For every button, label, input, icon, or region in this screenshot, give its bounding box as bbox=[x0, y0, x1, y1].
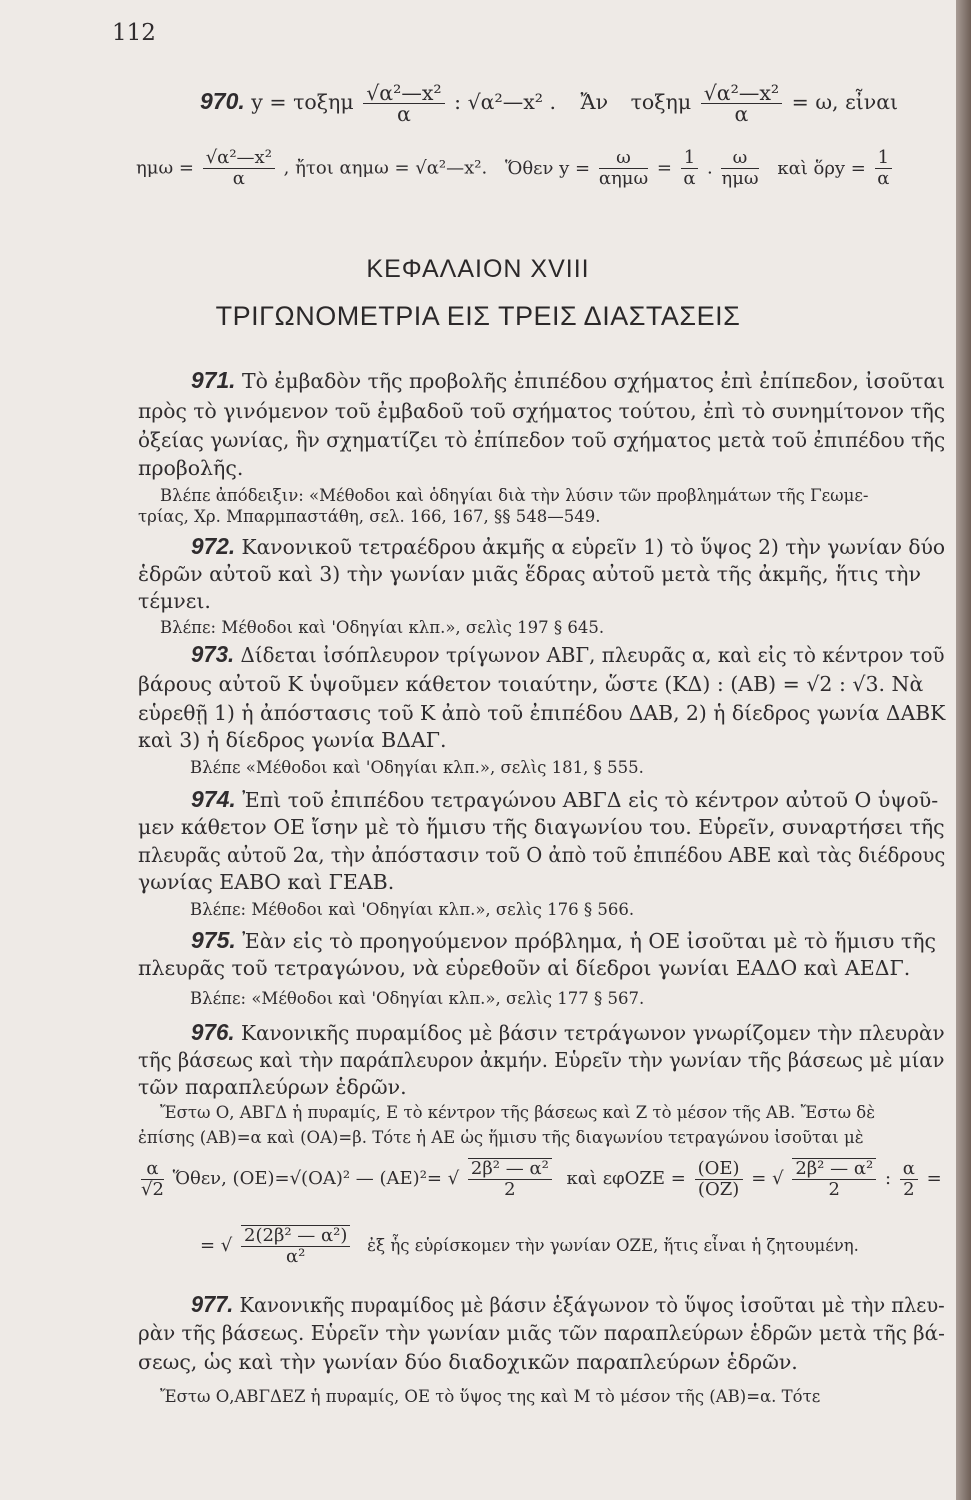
page-number: 112 bbox=[112, 20, 156, 46]
problem-974-line: πλευρᾶς αὐτοῦ 2α, τὴν ἀπόστασιν τοῦ Ο ἀπὸ τοῦ ἐπιπέδου ΑΒΕ καὶ τὰς διέδρους bbox=[138, 843, 946, 867]
problem-977-line: σεως, ὡς καὶ τὴν γωνίαν δύο διαδοχικῶν παραπλεύρων ἑδρῶν. bbox=[138, 1350, 798, 1374]
fraction: $\frac{\text{2β² — α²}}{2}$ bbox=[468, 1158, 552, 1200]
problem-number-974: 974. bbox=[191, 786, 236, 812]
solution-976-line: Ἔστω Ο, ΑΒΓΔ ἡ πυραμίς, Ε τὸ κέντρον τῆς βάσεως καὶ Ζ τὸ μέσον τῆς ΑΒ. Ἔστω δὲ bbox=[160, 1103, 876, 1122]
reference-971: τρίας, Χρ. Μπαρμπαστάθη, σελ. 166, 167, §§ 548—549. bbox=[138, 507, 601, 526]
problem-977-line: ρὰν τῆς βάσεως. Εὑρεῖν τὴν γωνίαν μιᾶς τῶν παραπλεύρων ἑδρῶν μετὰ τῆς βά- bbox=[138, 1321, 945, 1345]
formula-976-line-1: $\frac{\alpha}{√2}$ Ὅθεν, (ΟΕ)=√(ΟΑ)² — (ΑΕ)²= √ $\frac{\text{2β² — α²}}{2}$ καὶ εφΟΖΕ = $\frac{(OE)}{(OZ)}$ = √ $\frac{\text{2β² — α²}}{2}$ : $\frac{\alpha}{2}$ = bbox=[141, 1157, 942, 1200]
fraction: $\frac{\text{2β² — α²}}{2}$ bbox=[792, 1158, 876, 1200]
problem-971-line: ὀξείας γωνίας, ἣν σχηματίζει τὸ ἐπίπεδον τοῦ σχήματος μετὰ τοῦ ἐπιπέδου τῆς bbox=[138, 428, 946, 452]
fraction: $\frac{\alpha}{√2}$ bbox=[141, 1157, 164, 1200]
problem-972-line: τέμνει. bbox=[138, 589, 211, 613]
problem-975-line: πλευρᾶς τοῦ τετραγώνου, νὰ εὑρεθοῦν αἱ δίεδροι γωνίαι ΕΑΔΟ καὶ ΑΕΔΓ. bbox=[138, 956, 911, 980]
problem-974-line: 974. Ἐπὶ τοῦ ἐπιπέδου τετραγώνου ΑΒΓΔ εἰς τὸ κέντρον αὐτοῦ Ο ὑψοῦ- bbox=[191, 786, 939, 812]
problem-973-line: εὑρεθῇ 1) ἡ ἀπόστασις τοῦ Κ ἀπὸ τοῦ ἐπιπέδου ΔΑΒ, 2) ἡ δίεδρος γωνία ΔΑΒΚ bbox=[138, 701, 946, 725]
problem-972-line: 972. Κανονικοῦ τετραέδρου ἀκμῆς α εὑρεῖν 1) τὸ ὕψος 2) τὴν γωνίαν δύο bbox=[191, 533, 946, 559]
reference-971: Βλέπε ἀπόδειξιν: «Μέθοδοι καὶ ὁδηγίαι διὰ τὴν λύσιν τῶν προβλημάτων τῆς Γεωμε- bbox=[160, 486, 869, 505]
book-spine-edge bbox=[956, 0, 971, 1500]
reference-972: Βλέπε: Μέθοδοι καὶ 'Οδηγίαι κλπ.», σελὶς 197 § 645. bbox=[160, 618, 605, 637]
problem-number-976: 976. bbox=[191, 1019, 235, 1045]
chapter-title: ΤΡΙΓΩΝΟΜΕΤΡΙΑ ΕΙΣ ΤΡΕΙΣ ΔΙΑΣΤΑΣΕΙΣ bbox=[215, 301, 741, 331]
problem-number-977: 977. bbox=[191, 1291, 234, 1317]
problem-974-line: γωνίας ΕΑΒΟ καὶ ΓΕΑΒ. bbox=[138, 870, 395, 894]
fraction: $\frac{\text{√α²—x²}}{\alpha}$ bbox=[203, 148, 275, 189]
chapter-label: ΚΕΦΑΛΑΙΟΝ XVIII bbox=[366, 255, 590, 283]
problem-number-973: 973. bbox=[191, 641, 235, 667]
problem-number-971: 971. bbox=[191, 367, 236, 393]
problem-975-line: 975. Ἐὰν εἰς τὸ προηγούμενον πρόβλημα, ἡ ΟΕ ἰσοῦται μὲ τὸ ἥμισυ τῆς bbox=[191, 927, 937, 953]
problem-number-970: 970. bbox=[200, 88, 245, 114]
fraction: $\frac{\text{√α²—x²}}{\alpha}$ bbox=[701, 83, 782, 124]
problem-971-line: προβολῆς. bbox=[138, 456, 244, 480]
formula-976-line-2: = √ $\frac{\text{2(2β² — α²)}}{\text{α²}}$ ἐξ ἧς εὑρίσκομεν τὴν γωνίαν ΟΖΕ, ἥτις εἶναι ἡ ζητουμένη. bbox=[200, 1225, 859, 1267]
problem-973-line: βάρους αὐτοῦ Κ ὑψοῦμεν κάθετον τοιαύτην, ὥστε (ΚΔ) : (ΑΒ) = √2 : √3. Νὰ bbox=[138, 672, 924, 696]
problem-977-line: 977. Κανονικῆς πυραμίδος μὲ βάσιν ἑξάγωνον τὸ ὕψος ἰσοῦται μὲ τὴν πλευ- bbox=[191, 1291, 945, 1317]
fraction: $\frac{\text{2(2β² — α²)}}{\text{α²}}$ bbox=[241, 1225, 350, 1267]
formula-970-line-2: ημω = $\frac{\text{√α²—x²}}{\alpha}$ , ἤτοι αημω = √α²—x². Ὅθεν y = $\frac{\omega}{\text{αημω}}$ = $\frac{1}{\alpha}$ . $\frac{\omega}{\text{ημω}}$ καὶ ὅρy = $\frac{1}{\alpha}$ bbox=[136, 148, 895, 189]
solution-976-line: ἐπίσης (ΑΒ)=α καὶ (ΟΑ)=β. Τότε ἡ ΑΕ ὡς ἥμισυ τῆς διαγωνίου τετραγώνου ἰσοῦται μὲ bbox=[138, 1128, 864, 1147]
fraction: $\frac{1}{\alpha}$ bbox=[875, 148, 892, 189]
fraction: $\frac{1}{\alpha}$ bbox=[681, 148, 698, 189]
problem-971-line: 971. Τὸ ἐμβαδὸν τῆς προβολῆς ἐπιπέδου σχήματος ἐπὶ ἐπίπεδον, ἰσοῦται bbox=[191, 367, 946, 393]
problem-973-line: καὶ 3) ἡ δίεδρος γωνία ΒΔΑΓ. bbox=[138, 728, 447, 752]
formula-970-line-1: 970. y = τοξημ $\frac{\text{√α²—x²}}{\alpha}$ : √α²—x² . Ἄν τοξημ $\frac{\text{√α²—x²}}{\alpha}$ = ω, εἶναι bbox=[200, 81, 899, 126]
solution-977-line: Ἔστω Ο,ΑΒΓΔΕΖ ἡ πυραμίς, ΟΕ τὸ ὕψος της καὶ Μ τὸ μέσον τῆς (ΑΒ)=α. Τότε bbox=[160, 1387, 821, 1406]
problem-number-972: 972. bbox=[191, 533, 236, 559]
problem-976-line: 976. Κανονικῆς πυραμίδος μὲ βάσιν τετράγωνον γνωρίζομεν τὴν πλευρὰν bbox=[191, 1019, 945, 1045]
problem-976-line: τῆς βάσεως καὶ τὴν παράπλευρον ἀκμήν. Εὑρεῖν τὴν γωνίαν τῆς βάσεως μὲ μίαν bbox=[138, 1048, 945, 1072]
reference-975: Βλέπε: «Μέθοδοι καὶ 'Οδηγίαι κλπ.», σελὶς 177 § 567. bbox=[190, 989, 645, 1008]
problem-973-line: 973. Δίδεται ἰσόπλευρον τρίγωνον ΑΒΓ, πλευρᾶς α, καὶ εἰς τὸ κέντρον τοῦ bbox=[191, 641, 945, 667]
fraction: $\frac{\omega}{\text{αημω}}$ bbox=[598, 147, 649, 189]
problem-976-line: τῶν παραπλεύρων ἑδρῶν. bbox=[138, 1075, 407, 1099]
fraction: $\frac{\alpha}{2}$ bbox=[900, 1159, 918, 1200]
fraction: $\frac{(OE)}{(OZ)}$ bbox=[695, 1159, 743, 1200]
fraction: $\frac{\text{√α²—x²}}{\alpha}$ bbox=[363, 83, 444, 124]
reference-973: Βλέπε «Μέθοδοι καὶ 'Οδηγίαι κλπ.», σελὶς 181, § 555. bbox=[190, 758, 644, 777]
problem-number-975: 975. bbox=[191, 927, 236, 953]
fraction: $\frac{\omega}{\text{ημω}}$ bbox=[721, 147, 759, 189]
reference-974: Βλέπε: Μέθοδοι καὶ 'Οδηγίαι κλπ.», σελὶς 176 § 566. bbox=[190, 900, 635, 919]
problem-972-line: ἑδρῶν αὐτοῦ καὶ 3) τὴν γωνίαν μιᾶς ἕδρας αὐτοῦ μετὰ τῆς ἀκμῆς, ἥτις τὴν bbox=[138, 562, 921, 586]
problem-971-line: πρὸς τὸ γινόμενον τοῦ ἐμβαδοῦ τοῦ σχήματος τούτου, ἐπὶ τὸ συνημίτονον τῆς bbox=[138, 399, 946, 423]
problem-974-line: μεν κάθετον ΟΕ ἴσην μὲ τὸ ἥμισυ τῆς διαγωνίου του. Εὑρεῖν, συναρτήσει τῆς bbox=[138, 815, 945, 839]
